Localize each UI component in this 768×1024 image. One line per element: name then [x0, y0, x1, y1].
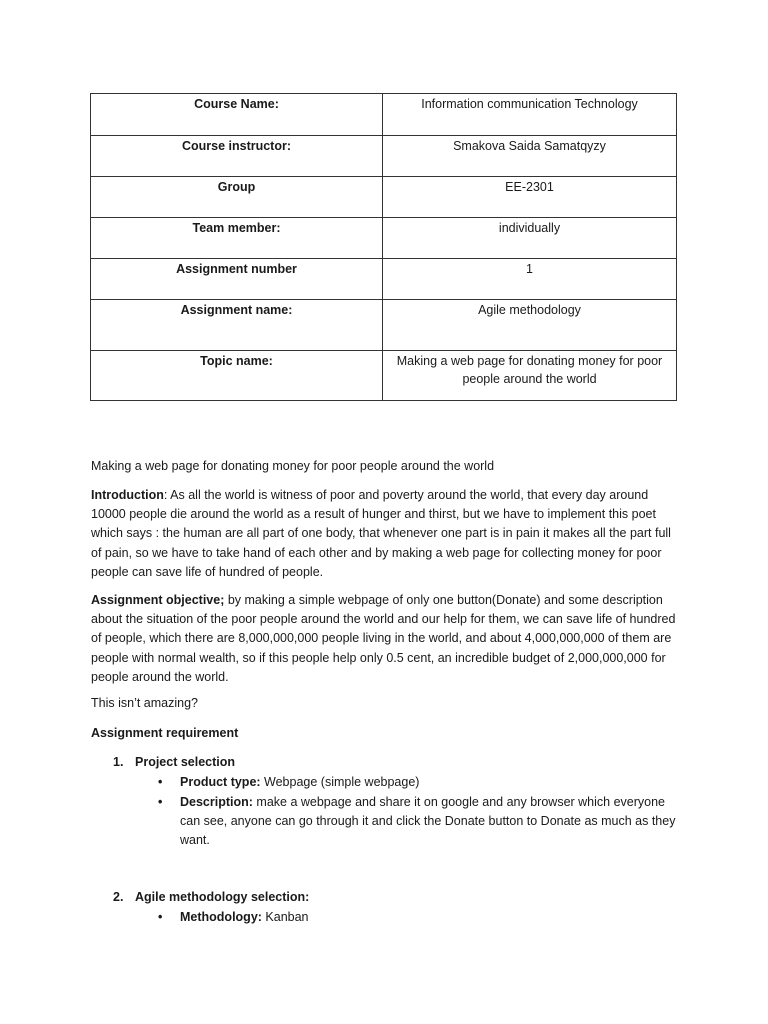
- requirement-heading: Assignment requirement: [91, 726, 239, 740]
- team-member-label: Team member:: [192, 221, 281, 235]
- group-label: Group: [217, 180, 256, 194]
- course-name-value: Information communication Technology: [421, 97, 638, 111]
- table-value-cell: [383, 177, 677, 218]
- bullet-item: [158, 793, 678, 850]
- table-label-cell: [91, 177, 383, 218]
- list-number: 1.: [113, 755, 124, 769]
- team-member-value: individually: [498, 221, 561, 235]
- list-heading: Project selection: [135, 755, 236, 769]
- objective-paragraph: [91, 591, 681, 687]
- bullet-text: Kanban: [261, 910, 309, 924]
- assignment-name-value: Agile methodology: [478, 303, 581, 317]
- table-label-cell: [91, 300, 383, 351]
- table-row: [91, 177, 677, 218]
- introduction-text: : As all the world is witness of poor and poverty around the world, that every day around 10000 people die around the world as a result of hunger and thirst, but we have to implement this poet which says : the human are all part of one body, that whenever one part is in pain it makes all the part full of pain, so we have to take hand of each other and by making a web page for collecting money for poor people can save life of hundred of people.: [91, 488, 671, 579]
- bullet-label: Methodology:: [180, 910, 262, 924]
- table-row: [91, 259, 677, 300]
- bullet-item: [158, 773, 678, 792]
- bullet-text: Webpage (simple webpage): [260, 775, 420, 789]
- bullet-label: Product type:: [180, 775, 261, 789]
- table-label-cell: [91, 94, 383, 136]
- bullet-icon: •: [158, 910, 163, 924]
- table-row: [91, 218, 677, 259]
- objective-label: Assignment objective;: [91, 593, 225, 607]
- table-label-cell: [91, 136, 383, 177]
- table-value-cell: [383, 136, 677, 177]
- table-value-cell: [383, 351, 677, 401]
- list-heading: Agile methodology selection:: [135, 890, 310, 904]
- list-item: [113, 753, 235, 772]
- course-name-label: Course Name:: [194, 97, 279, 111]
- table-row: [91, 94, 677, 136]
- course-info-table: [90, 93, 677, 401]
- table-row: [91, 136, 677, 177]
- introduction-paragraph: [91, 486, 681, 582]
- table-value-cell: [383, 259, 677, 300]
- topic-name-value: Making a web page for donating money for poor people around the world: [396, 354, 663, 386]
- bullet-item: [158, 908, 678, 927]
- objective-text: by making a simple webpage of only one button(Donate) and some description about the situation of the poor people around the world and our help for them, we can save life of hundred of people, which there are 8,000,000,000 people living in the world, and about 4,000,000,000 of them are people with normal wealth, so if this people help only 0.5 cent, an incredible budget of 2,000,000,000 for people around the world.: [91, 593, 676, 684]
- document-title-line: Making a web page for donating money for poor people around the world: [91, 459, 495, 473]
- course-instructor-label: Course instructor:: [181, 139, 292, 153]
- bullet-icon: •: [158, 795, 163, 809]
- bullet-label: Description:: [180, 795, 253, 809]
- table-value-cell: [383, 218, 677, 259]
- table-row: [91, 300, 677, 351]
- table-label-cell: [91, 218, 383, 259]
- list-number: 2.: [113, 890, 124, 904]
- list-item: [113, 888, 309, 907]
- table-label-cell: [91, 351, 383, 401]
- introduction-label: Introduction: [91, 488, 164, 502]
- group-value: EE-2301: [505, 180, 554, 194]
- question-line: This isn’t amazing?: [91, 696, 198, 710]
- assignment-name-label: Assignment name:: [180, 303, 293, 317]
- assignment-number-label: Assignment number: [176, 262, 297, 276]
- topic-name-label: Topic name:: [200, 354, 273, 368]
- table-label-cell: [91, 259, 383, 300]
- table-value-cell: [383, 300, 677, 351]
- assignment-number-value: 1: [526, 262, 533, 276]
- table-row: [91, 351, 677, 401]
- table-value-cell: [383, 94, 677, 136]
- bullet-text: make a webpage and share it on google and any browser which everyone can see, anyone can go through it and click the Donate button to Donate as much as they want.: [180, 795, 676, 847]
- bullet-icon: •: [158, 775, 163, 789]
- course-instructor-value: Smakova Saida Samatqyzy: [453, 139, 606, 153]
